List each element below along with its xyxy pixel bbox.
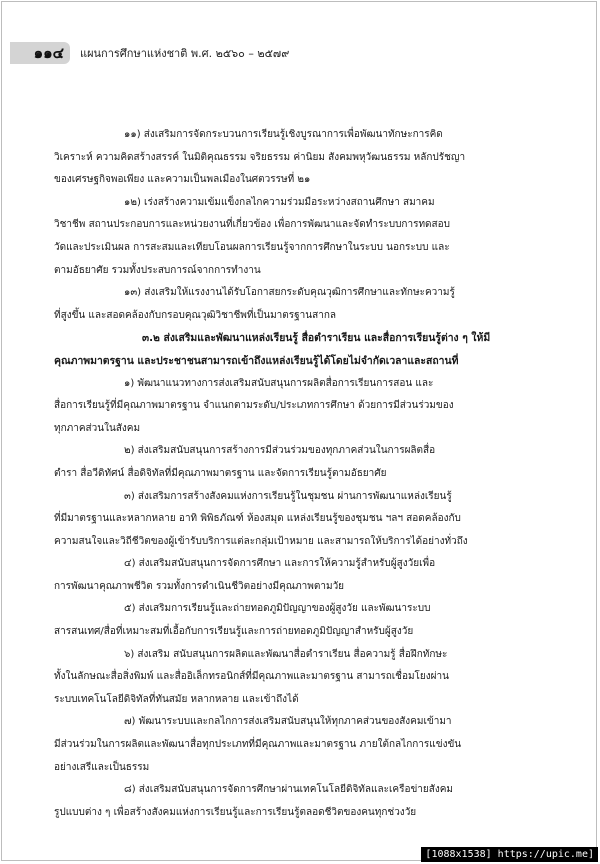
list-item bbox=[54, 779, 560, 824]
text-line: การพัฒนาคุณภาพชีวิต รวมทั้งการดำเนินชีวิตอย่างมีคุณภาพตามวัย bbox=[54, 580, 345, 592]
text-line: ๓) ส่งเสริมการสร้างสังคมแห่งการเรียนรู้ในชุมชน ผ่านการพัฒนาแหล่งเรียนรู้ bbox=[124, 490, 452, 502]
text-line: ที่มีมาตรฐานและหลากหลาย อาทิ พิพิธภัณฑ์ ห้องสมุด แหล่งเรียนรู้ของชุมชน ฯลฯ สอดคล้องกับ bbox=[54, 513, 461, 525]
list-item bbox=[54, 598, 560, 643]
text-line: อย่างเสรีและเป็นธรรม bbox=[54, 761, 150, 773]
text-line: ๗) พัฒนาระบบและกลไกการส่งเสริมสนับสนุนให้ทุกภาคส่วนของสังคมเข้ามา bbox=[124, 716, 452, 728]
text-line: รูปแบบต่าง ๆ เพื่อสร้างสังคมแห่งการเรียนรู้และการเรียนรู้ตลอดชีวิตของคนทุกช่วงวัย bbox=[54, 806, 417, 818]
page-number-tab bbox=[10, 42, 70, 64]
page-number: ๑๑๔ bbox=[33, 44, 64, 62]
text-line: มีส่วนร่วมในการผลิตและพัฒนาสื่อทุกประเภทที่มีคุณภาพและมาตรฐาน ภายใต้กลไกการแข่งขัน bbox=[54, 739, 462, 751]
text-line: ทั้งในลักษณะสื่อสิ่งพิมพ์ และสื่ออิเล็กทรอนิกส์ที่มีคุณภาพและมาตรฐาน สามารถเชื่อมโยงผ่าน bbox=[54, 671, 449, 683]
image-size-watermark: [1088x1538] https://upic.me] bbox=[421, 847, 598, 862]
document-body bbox=[54, 124, 560, 824]
text-line: ๑๓) ส่งเสริมให้แรงงานได้รับโอกาสยกระดับคุณวุฒิการศึกษาและทักษะความรู้ bbox=[124, 287, 455, 299]
document-page bbox=[1, 1, 597, 861]
text-line: สื่อการเรียนรู้ที่มีคุณภาพมาตรฐาน จำแนกตามระดับ/ประเภทการศึกษา ด้วยการมีส่วนร่วมของ bbox=[54, 400, 454, 412]
list-item bbox=[54, 486, 560, 554]
section-heading bbox=[54, 327, 560, 372]
list-item bbox=[54, 124, 560, 192]
page-header bbox=[10, 42, 289, 64]
text-line: วิเคราะห์ ความคิดสร้างสรรค์ ในมิติคุณธรรม จริยธรรม ค่านิยม สังคมพหุวัฒนธรรม หลักปรัชญา bbox=[54, 151, 466, 163]
text-line: ๑) พัฒนาแนวทางการส่งเสริมสนับสนุนการผลิตสื่อการเรียนการสอน และ bbox=[124, 377, 434, 389]
text-line: ความสนใจและวิถีชีวิตของผู้เข้ารับบริการแต่ละกลุ่มเป้าหมาย และสามารถให้บริการได้อย่างทั่วถึง bbox=[54, 535, 468, 547]
text-line: ตำรา สื่อวีดิทัศน์ สื่อดิจิทัลที่มีคุณภาพมาตรฐาน และจัดการเรียนรู้ตามอัธยาศัย bbox=[54, 467, 387, 479]
text-line: ๘) ส่งเสริมสนับสนุนการจัดการศึกษาผ่านเทคโนโลยีดิจิทัลและเครือข่ายสังคม bbox=[124, 784, 454, 796]
list-item bbox=[54, 373, 560, 441]
text-line: ๓.๒ ส่งเสริมและพัฒนาแหล่งเรียนรู้ สื่อตำราเรียน และสื่อการเรียนรู้ต่าง ๆ ให้มี bbox=[142, 332, 491, 345]
text-line: ทุกภาคส่วนในสังคม bbox=[54, 422, 141, 434]
text-line: ๑๑) ส่งเสริมการจัดกระบวนการเรียนรู้เชิงบูรณาการเพื่อพัฒนาทักษะการคิด bbox=[124, 129, 443, 140]
list-item bbox=[54, 440, 560, 485]
text-line: คุณภาพมาตรฐาน และประชาชนสามารถเข้าถึงแหล่งเรียนรู้ได้โดยไม่จำกัดเวลาและสถานที่ bbox=[54, 354, 459, 367]
list-item bbox=[54, 282, 560, 327]
list-item bbox=[54, 553, 560, 598]
list-item bbox=[54, 644, 560, 712]
text-line: ๒) ส่งเสริมสนับสนุนการสร้างการมีส่วนร่วมของทุกภาคส่วนในการผลิตสื่อ bbox=[124, 445, 436, 457]
text-line: ตามอัธยาศัย รวมทั้งประสบการณ์จากการทำงาน bbox=[54, 264, 261, 276]
text-line: ๕) ส่งเสริมการเรียนรู้และถ่ายทอดภูมิปัญญาของผู้สูงวัย และพัฒนาระบบ bbox=[124, 603, 431, 615]
text-line: ๑๒) เร่งสร้างความเข้มแข็งกลไกความร่วมมือระหว่างสถานศึกษา สมาคม bbox=[124, 196, 435, 208]
text-line: ๔) ส่งเสริมสนับสนุนการจัดการศึกษา และการให้ความรู้สำหรับผู้สูงวัยเพื่อ bbox=[124, 558, 436, 570]
text-line: ของเศรษฐกิจพอเพียง และความเป็นพลเมืองในศตวรรษที่ ๒๑ bbox=[54, 174, 311, 186]
running-header-title: แผนการศึกษาแห่งชาติ พ.ศ. ๒๕๖๐ – ๒๕๗๙ bbox=[80, 47, 290, 60]
text-line: ๖) ส่งเสริม สนับสนุนการผลิตและพัฒนาสื่อตำราเรียน สื่อความรู้ สื่อฝึกทักษะ bbox=[124, 648, 448, 660]
text-line: วิชาชีพ สถานประกอบการและหน่วยงานที่เกี่ยวข้อง เพื่อการพัฒนาและจัดทำระบบการทดสอบ bbox=[54, 219, 451, 231]
list-item bbox=[54, 192, 560, 282]
text-line: สารสนเทศ/สื่อที่เหมาะสมที่เอื้อกับการเรียนรู้และการถ่ายทอดภูมิปัญญาสำหรับผู้สูงวัย bbox=[54, 626, 414, 638]
text-line: ที่สูงขึ้น และสอดคล้องกับกรอบคุณวุฒิวิชาชีพที่เป็นมาตรฐานสากล bbox=[54, 309, 337, 321]
list-item bbox=[54, 711, 560, 779]
text-line: วัดและประเมินผล การสะสมและเทียบโอนผลการเรียนรู้จากการศึกษาในระบบ นอกระบบ และ bbox=[54, 241, 450, 253]
text-line: ระบบเทคโนโลยีดิจิทัลที่ทันสมัย หลากหลาย และเข้าถึงได้ bbox=[54, 693, 299, 705]
